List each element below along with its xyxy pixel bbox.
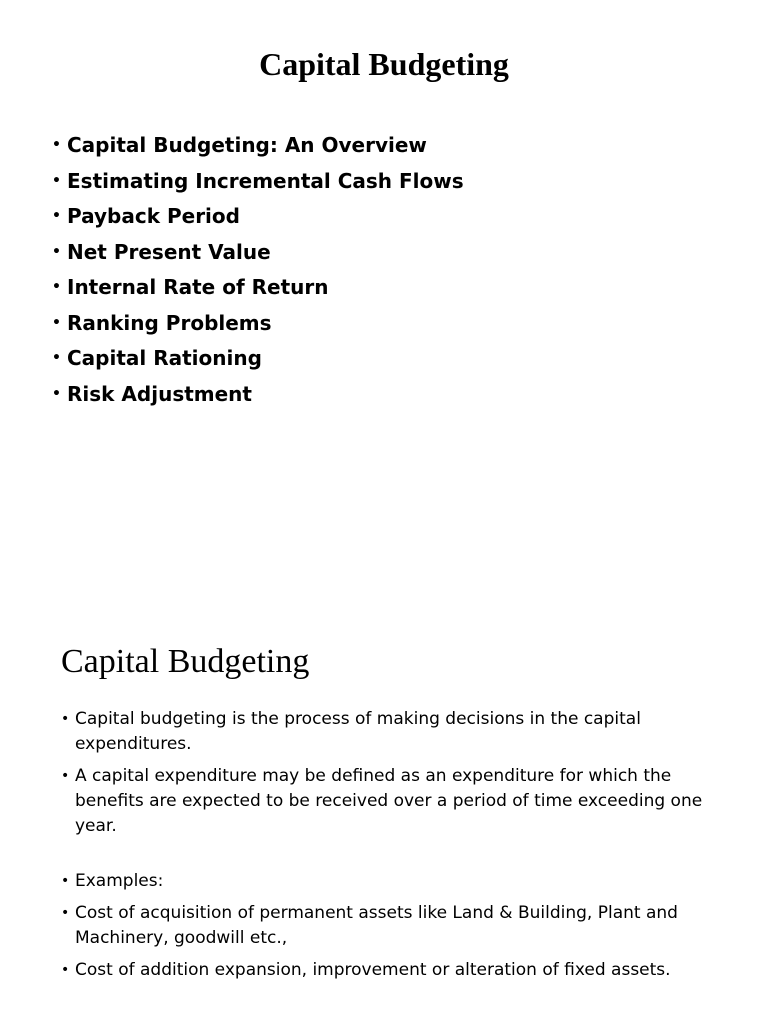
list-item-text: Internal Rate of Return bbox=[67, 275, 329, 299]
bullet-icon: • bbox=[52, 172, 61, 189]
list-item bbox=[52, 200, 464, 236]
list-item bbox=[52, 307, 464, 343]
list-item-text: Estimating Incremental Cash Flows bbox=[67, 168, 464, 193]
slide-1-title: Capital Budgeting bbox=[259, 46, 509, 82]
list-item-text: Cost of addition expansion, improvement or alteration of fixed assets. bbox=[75, 960, 671, 980]
bullet-icon: • bbox=[61, 711, 70, 727]
bullet-icon: • bbox=[52, 208, 61, 224]
bullet-icon: • bbox=[52, 385, 61, 402]
list-item bbox=[52, 342, 464, 378]
slide-2-title: Capital Budgeting bbox=[61, 643, 310, 680]
list-item-text: Cost of acquisition of permanent assets like Land & Building, Plant and Machinery, goodwill etc., bbox=[75, 903, 678, 948]
list-item-text: A capital expenditure may be defined as an expenditure for which the benefits are expected to be received over a period of time exceeding one year. bbox=[75, 766, 703, 836]
slide-2-bullet-list bbox=[61, 707, 721, 983]
list-item bbox=[61, 901, 721, 951]
list-item-text: Examples: bbox=[75, 871, 164, 891]
list-item-text: Capital Budgeting: An Overview bbox=[67, 133, 427, 157]
list-item bbox=[61, 764, 721, 839]
bullet-icon: • bbox=[61, 768, 70, 784]
list-item bbox=[52, 165, 464, 201]
list-item bbox=[52, 236, 464, 272]
list-item bbox=[61, 869, 721, 894]
list-item-text: Capital budgeting is the process of making decisions in the capital expenditures. bbox=[75, 709, 641, 754]
bullet-icon: • bbox=[52, 279, 61, 295]
list-item bbox=[61, 707, 721, 757]
bullet-icon: • bbox=[61, 905, 70, 921]
list-item bbox=[52, 271, 464, 307]
bullet-icon: • bbox=[52, 314, 61, 331]
list-item-text: Net Present Value bbox=[67, 239, 271, 264]
bullet-icon: • bbox=[61, 962, 70, 978]
list-item-text: Ranking Problems bbox=[67, 310, 272, 335]
bullet-icon: • bbox=[52, 350, 61, 366]
list-item bbox=[52, 378, 464, 414]
list-item-text: Risk Adjustment bbox=[67, 381, 252, 406]
list-item-text: Capital Rationing bbox=[67, 346, 262, 370]
bullet-icon: • bbox=[61, 873, 70, 889]
slide-1-bullet-list bbox=[52, 129, 464, 413]
bullet-icon: • bbox=[52, 137, 61, 153]
list-item bbox=[52, 129, 464, 165]
list-item bbox=[61, 958, 721, 983]
list-item-text: Payback Period bbox=[67, 204, 240, 228]
bullet-icon: • bbox=[52, 243, 61, 260]
